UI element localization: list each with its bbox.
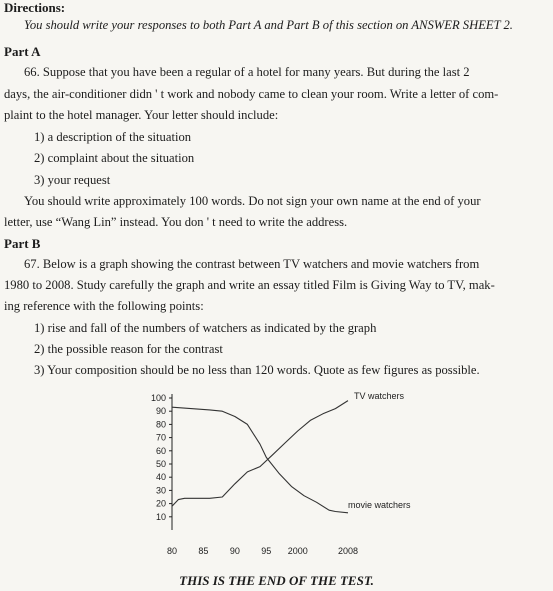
y-axis-ticks: [151, 393, 172, 522]
part-b-line: ing reference with the following points:: [4, 299, 204, 313]
directions-text: You should write your responses to both Part A and Part B of this section on ANSWER SHEET 2.: [24, 18, 513, 32]
y-tick-label: 60: [155, 445, 166, 456]
x-tick-label: 95: [261, 546, 272, 556]
series-labels: [348, 391, 411, 510]
y-tick-label: 70: [155, 432, 166, 443]
part-b-heading: Part B: [4, 236, 41, 251]
y-tick-label: 50: [155, 459, 166, 469]
x-tick-label: 90: [229, 546, 240, 556]
x-axis-ticks: [167, 546, 358, 556]
y-tick-label: 90: [155, 406, 166, 417]
part-a-item: 3) your request: [34, 173, 111, 187]
part-a-heading: Part A: [4, 44, 41, 59]
x-tick-label: 80: [166, 546, 178, 556]
x-tick-label: 2000: [287, 546, 308, 556]
y-tick-label: 80: [155, 419, 166, 430]
x-tick-label: 85: [198, 546, 209, 556]
part-b-item: 3) Your composition should be no less than 120 words. Quote as few figures as possible.: [34, 363, 480, 377]
y-tick-label: 40: [155, 472, 166, 483]
end-of-test-banner: THIS IS THE END OF THE TEST.: [179, 573, 374, 588]
part-a-line: 66. Suppose that you have been a regular of a hotel for many years. But during the last 2: [24, 65, 470, 79]
x-tick-label: 2008: [337, 546, 359, 556]
part-b-line: 1980 to 2008. Study carefully the graph and write an essay titled Film is Giving Way to TV, mak-: [4, 278, 495, 292]
y-tick-label: 10: [155, 511, 166, 522]
part-b-item: 2) the possible reason for the contrast: [34, 342, 223, 356]
part-a-line: plaint to the hotel manager. Your letter should include:: [4, 108, 279, 122]
y-tick-label: 100: [150, 393, 166, 403]
watchers-line-chart: [130, 380, 430, 560]
part-a-closing: You should write approximately 100 words. Do not sign your own name at the end of your: [24, 194, 481, 208]
movie-watchers-label: movie watchers: [348, 500, 411, 510]
part-a-line: days, the air-conditioner didn ' t work and nobody came to clean your room. Write a letter of com-: [4, 87, 499, 101]
y-tick-label: 20: [155, 498, 166, 509]
part-b-item: 1) rise and fall of the numbers of watchers as indicated by the graph: [34, 321, 377, 335]
part-a-closing: letter, use “Wang Lin” instead. You don ' t need to write the address.: [4, 215, 348, 229]
y-tick-label: 30: [155, 485, 166, 496]
chart-series: [172, 401, 348, 513]
movie-watchers-line: [172, 407, 348, 513]
part-a-item: 2) complaint about the situation: [34, 151, 195, 165]
part-a-item: 1) a description of the situation: [34, 130, 192, 144]
tv-watchers-label: TV watchers: [354, 391, 405, 401]
directions-heading: Directions:: [4, 0, 66, 15]
tv-watchers-line: [172, 401, 348, 507]
part-b-line: 67. Below is a graph showing the contrast between TV watchers and movie watchers from: [24, 257, 480, 271]
